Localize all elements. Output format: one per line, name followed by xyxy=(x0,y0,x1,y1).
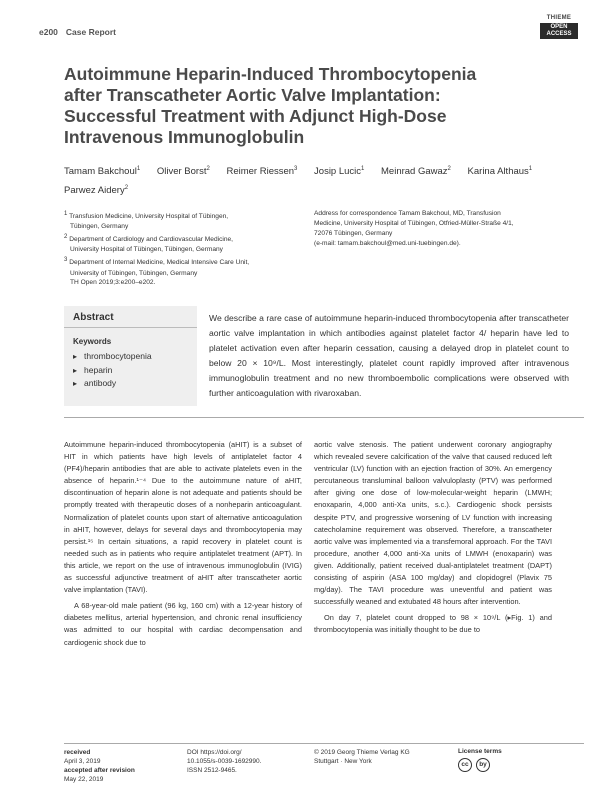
license-icons[interactable] xyxy=(458,758,490,772)
cc-icon: cc xyxy=(458,758,472,772)
author: Tamam Bakchoul$^1$ xyxy=(64,166,141,178)
page-number: e200 xyxy=(39,27,58,37)
author: Reimer Riessen$^3$ xyxy=(226,166,298,178)
abstract-heading: Abstract xyxy=(73,312,114,323)
by-icon: by xyxy=(476,758,490,772)
author: Karina Althaus$^1$ xyxy=(467,166,533,178)
doi-info: DOI https://doi.org/ 10.1055/s-0039-1692990. ISSN 2512-9465. xyxy=(187,749,262,774)
correspondence-address: Address for correspondence Tamam Bakchoul, MD, Transfusion Medicine, University Hospital of Tübingen, Otfried-Müller-Straße 4/1, 72076 Tübingen, Germany (e-mail: tamam.bakchoul@med.uni-tuebingen.de). xyxy=(314,210,514,247)
doi-link[interactable]: DOI https://doi.org/ xyxy=(187,749,242,756)
divider xyxy=(64,743,584,744)
paragraph: On day 7, platelet count dropped to 98 × 10⁹/L (▸Fig. 1) and thrombocytopenia was initially thought to be due to xyxy=(314,613,552,635)
divider xyxy=(64,417,584,418)
author: Oliver Borst$^2$ xyxy=(156,166,210,178)
thieme-open-access-logo: THIEME OPEN ACCESS xyxy=(540,15,578,39)
keyword-item: ▸ thrombocytopenia xyxy=(73,350,152,364)
author: Parwez Aidery$^2$ xyxy=(64,185,129,197)
author: Josip Lucic$^1$ xyxy=(314,166,365,178)
article-title: Autoimmune Heparin-Induced Thrombocytopenia after Transcatheter Aortic Valve Implantation: Successful Treatment with Adjunct High-Dose Intravenous Immunoglobulin xyxy=(64,64,477,147)
affiliations: $^1$ Transfusion Medicine, University Hospital of Tübingen, Tübingen, Germany $^2$ Department of Cardiology and Cardiovascular Medicine, University Hospital of Tübingen, Tübingen, Germany $^3$ Department of Internal Medicine, Medical Intensive Care Unit, University of Tübingen, Tübingen, Germany xyxy=(64,211,250,277)
running-header xyxy=(39,27,116,37)
keywords-heading: Keywords xyxy=(73,337,112,346)
copyright: © 2019 Georg Thieme Verlag KG Stuttgart · New York xyxy=(314,749,410,765)
body-column-left xyxy=(64,439,302,653)
author-list xyxy=(64,161,564,199)
keyword-item: ▸ antibody xyxy=(73,377,152,391)
divider xyxy=(64,327,197,328)
keyword-list xyxy=(73,350,152,391)
keyword-item: ▸ heparin xyxy=(73,364,152,378)
section-label: Case Report xyxy=(65,27,116,37)
history-dates: received April 3, 2019 accepted after revision May 22, 2019 xyxy=(64,749,135,783)
paragraph: aortic valve stenosis. The patient underwent coronary angiography which revealed severe calcification of the valve that caused reduced left ventricular (LV) function with an ejection fraction of 30%. An emergency percutaneous transluminal balloon valvuloplasty (PTV) was performed after giving one dose of low-molecular-weight heparin (LMWH; enoxaparin, 4,000 anti-Xa units, s.c.). Cardiogenic shock persists despite PTV, and progressive worsening of LV function with increasing catecholamine requirement was observed. Therefore, a transcatheter aortic valve was implemented via a transfemoral approach. For the TAVI procedure, another 4,000 anti-Xa units of LMWH (enoxaparin) was given. Additionally, patient received dual-antiplatelet treatment (DAPT) consisting of aspirin (ASA 100 mg/day) and clopidogrel (Plavix 75 mg/day). The TAVI procedure was uneventful and patient was successfully weaned and extubated 48 hours after intervention. xyxy=(314,440,552,607)
journal-citation: TH Open 2019;3:e200–e202. xyxy=(70,279,156,286)
body-column-right xyxy=(314,439,552,641)
abstract-text: We describe a rare case of autoimmune heparin-induced thrombocytopenia after transcatheter aortic valve implantation in which antibodies against platelet factor 4/ heparin have led to platelet activation even after heparin cessation, causing a delayed drop in platelet count to below 20 × 10⁹/L. Most interestingly, platelet count rapidly improved after intravenous immunoglobulin treatment and no new thromboembolic complications were observed with further anticoagulation with rivaroxaban. xyxy=(209,313,569,398)
paragraph: A 68-year-old male patient (96 kg, 160 cm) with a 12-year history of diabetes mellitus, arterial hypertension, and chronic renal insufficiency was admitted to our hospital with cardiac decompensation and cardiogenic shock due to xyxy=(64,601,302,647)
paragraph: Autoimmune heparin-induced thrombocytopenia (aHIT) is a subset of HIT in which patients have high levels of antiplatelet factor 4 (PF4)/heparin antibodies that are able to activate platelets even in the absence of heparin.¹⁻⁴ Due to the autoimmune nature of aHIT, discontinuation of heparin alone is not adequate and patients should be promptly treated with therapeutic doses of a nonheparin anticoagulant. Normalization of platelet counts upon start of alternative anticoagulation in aHIT, however, delays for several days and thrombocytopenia may persist.¹⁵ In certain situations, a rapid recovery in platelet count is needed such as in patients who require antiplatelet treatment (APT). In this article, we report on the use of intravenous immunoglobulin (IVIG) as successful adjunctive treatment of aHIT after transcatheter aortic valve implantation (TAVI). xyxy=(64,440,302,595)
license-label: License terms xyxy=(458,748,502,755)
author: Meinrad Gawaz$^2$ xyxy=(381,166,451,178)
